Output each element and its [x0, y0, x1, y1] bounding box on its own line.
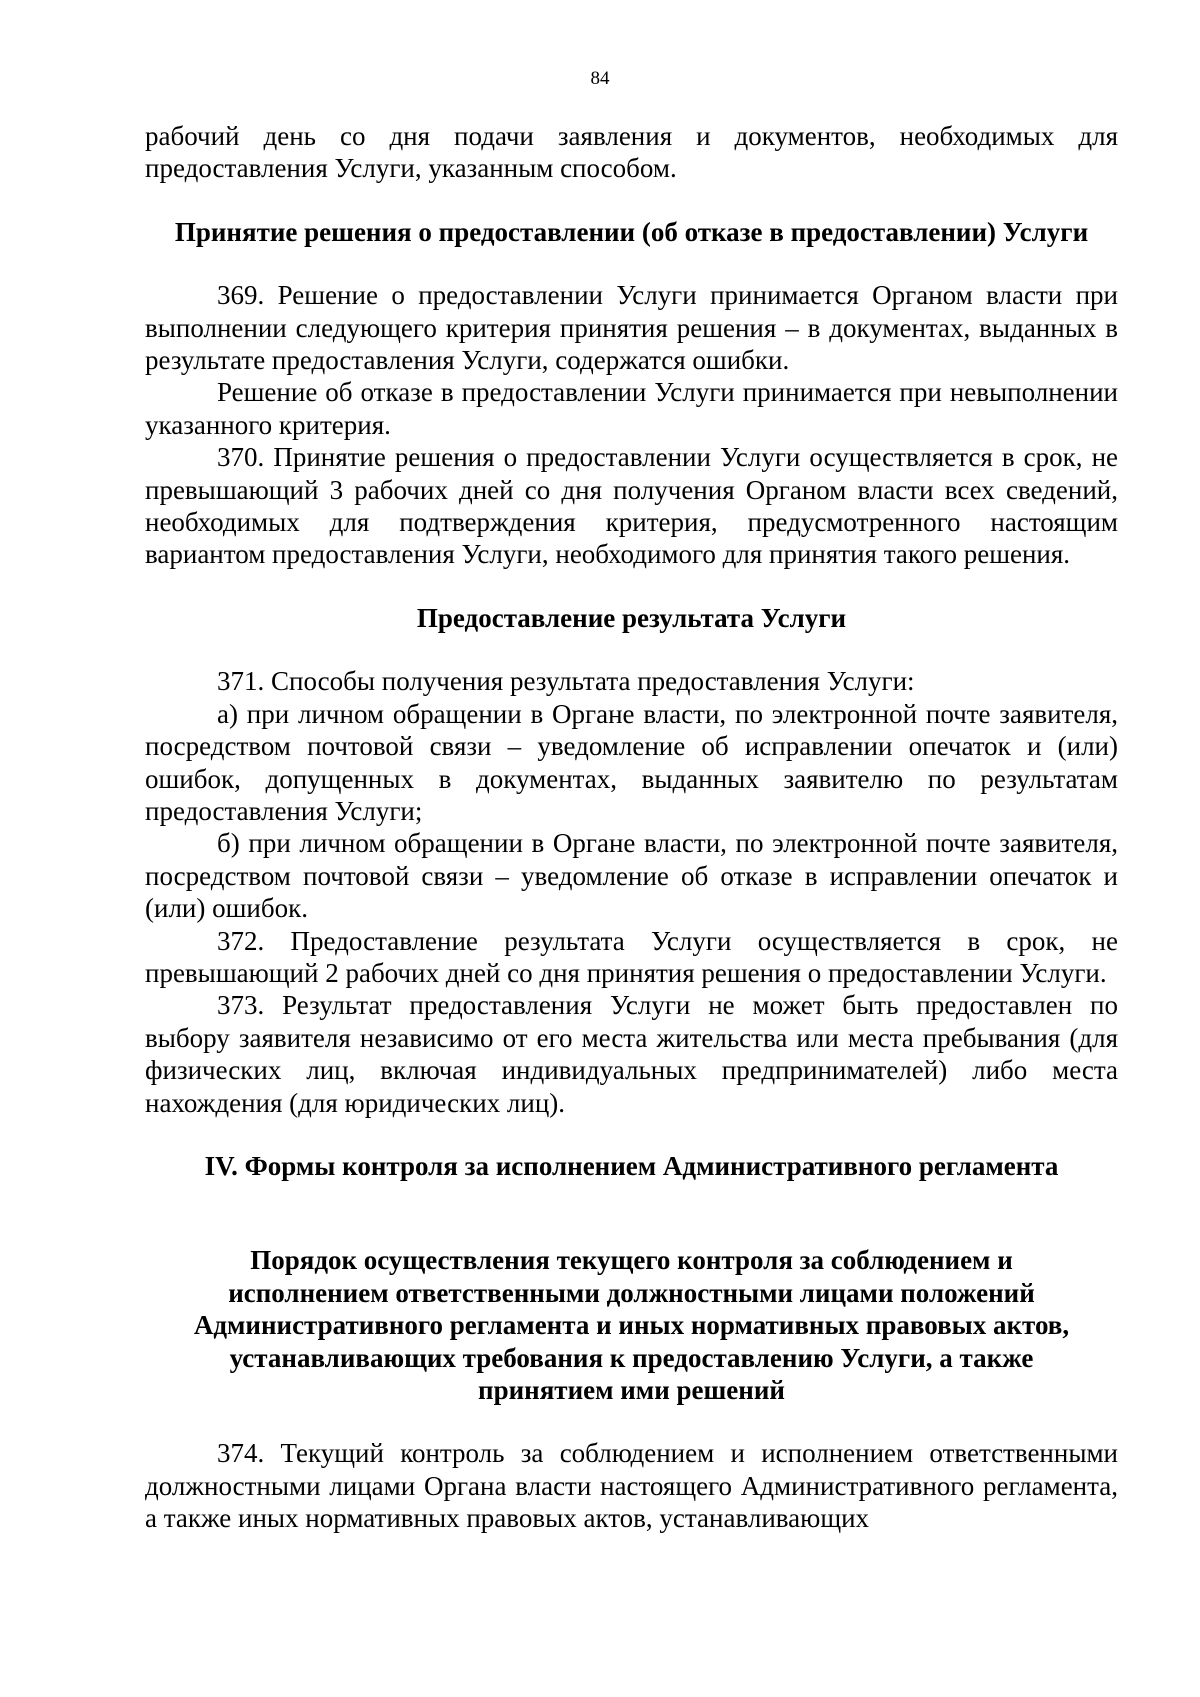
- heading-control-line: Административного регламента и иных нормативных правовых актов,: [193, 1310, 1070, 1341]
- paragraph-371: 371. Способы получения результата предоставления Услуги:: [217, 666, 915, 697]
- heading-control: [145, 1244, 1118, 1406]
- paragraph-371-a: а) при личном обращении в Органе власти, по электронной почте заявителя, посредством почтовой связи – уведомление об исправлении опечаток и (или) ошибок, допущенных в документах, выданных заявителю по результатам предоставления Услуги;: [145, 698, 1118, 826]
- section-iv-heading: IV. Формы контроля за исполнением Административного регламента: [204, 1150, 1059, 1181]
- paragraph-371-b: б) при личном обращении в Органе власти, по электронной почте заявителя, посредством почтовой связи – уведомление об отказе в исправлении опечаток и (или) ошибок.: [145, 828, 1118, 924]
- heading-result: Предоставление результата Услуги: [416, 602, 847, 633]
- paragraph-369: 369. Решение о предоставлении Услуги принимается Органом власти при выполнении следующего критерия принятия решения – в документах, выданных в результате предоставления Услуги, содержатся ошибки.: [145, 280, 1118, 376]
- paragraph-373: 373. Результат предоставления Услуги не может быть предоставлен по выбору заявителя независимо от его места жительства или места пребывания (для физических лиц, включая индивидуальных предпринимателей) либо места нахождения (для юридических лиц).: [145, 990, 1118, 1118]
- page-number: 84: [590, 68, 610, 89]
- continued-paragraph: рабочий день со дня подачи заявления и документов, необходимых для предоставления Услуги, указанным способом.: [145, 121, 1118, 184]
- paragraph-369-refusal: Решение об отказе в предоставлении Услуги принимается при невыполнении указанного критерия.: [145, 377, 1118, 440]
- page-content: [145, 0, 1118, 1535]
- paragraph-370: 370. Принятие решения о предоставлении Услуги осуществляется в срок, не превышающий 3 рабочих дней со дня получения Органом власти всех сведений, необходимых для подтверждения критерия, предусмотренного настоящим вариантом предоставления Услуги, необходимого для принятия такого решения.: [145, 442, 1118, 570]
- heading-control-line: Порядок осуществления текущего контроля за соблюдением и: [250, 1245, 1013, 1276]
- heading-control-line: устанавливающих требования к предоставлению Услуги, а также: [229, 1342, 1034, 1373]
- heading-control-line: принятием ими решений: [478, 1375, 785, 1405]
- heading-control-line: исполнением ответственными должностными лицами положений: [228, 1277, 1035, 1308]
- paragraph-374: 374. Текущий контроль за соблюдением и исполнением ответственными должностными лицами Органа власти настоящего Административного регламента, а также иных нормативных правовых актов, устанавливающих: [145, 1438, 1118, 1534]
- paragraph-372: 372. Предоставление результата Услуги осуществляется в срок, не превышающий 2 рабочих дней со дня принятия решения о предоставлении Услуги.: [145, 925, 1118, 988]
- heading-decision: Принятие решения о предоставлении (об отказе в предоставлении) Услуги: [174, 216, 1089, 247]
